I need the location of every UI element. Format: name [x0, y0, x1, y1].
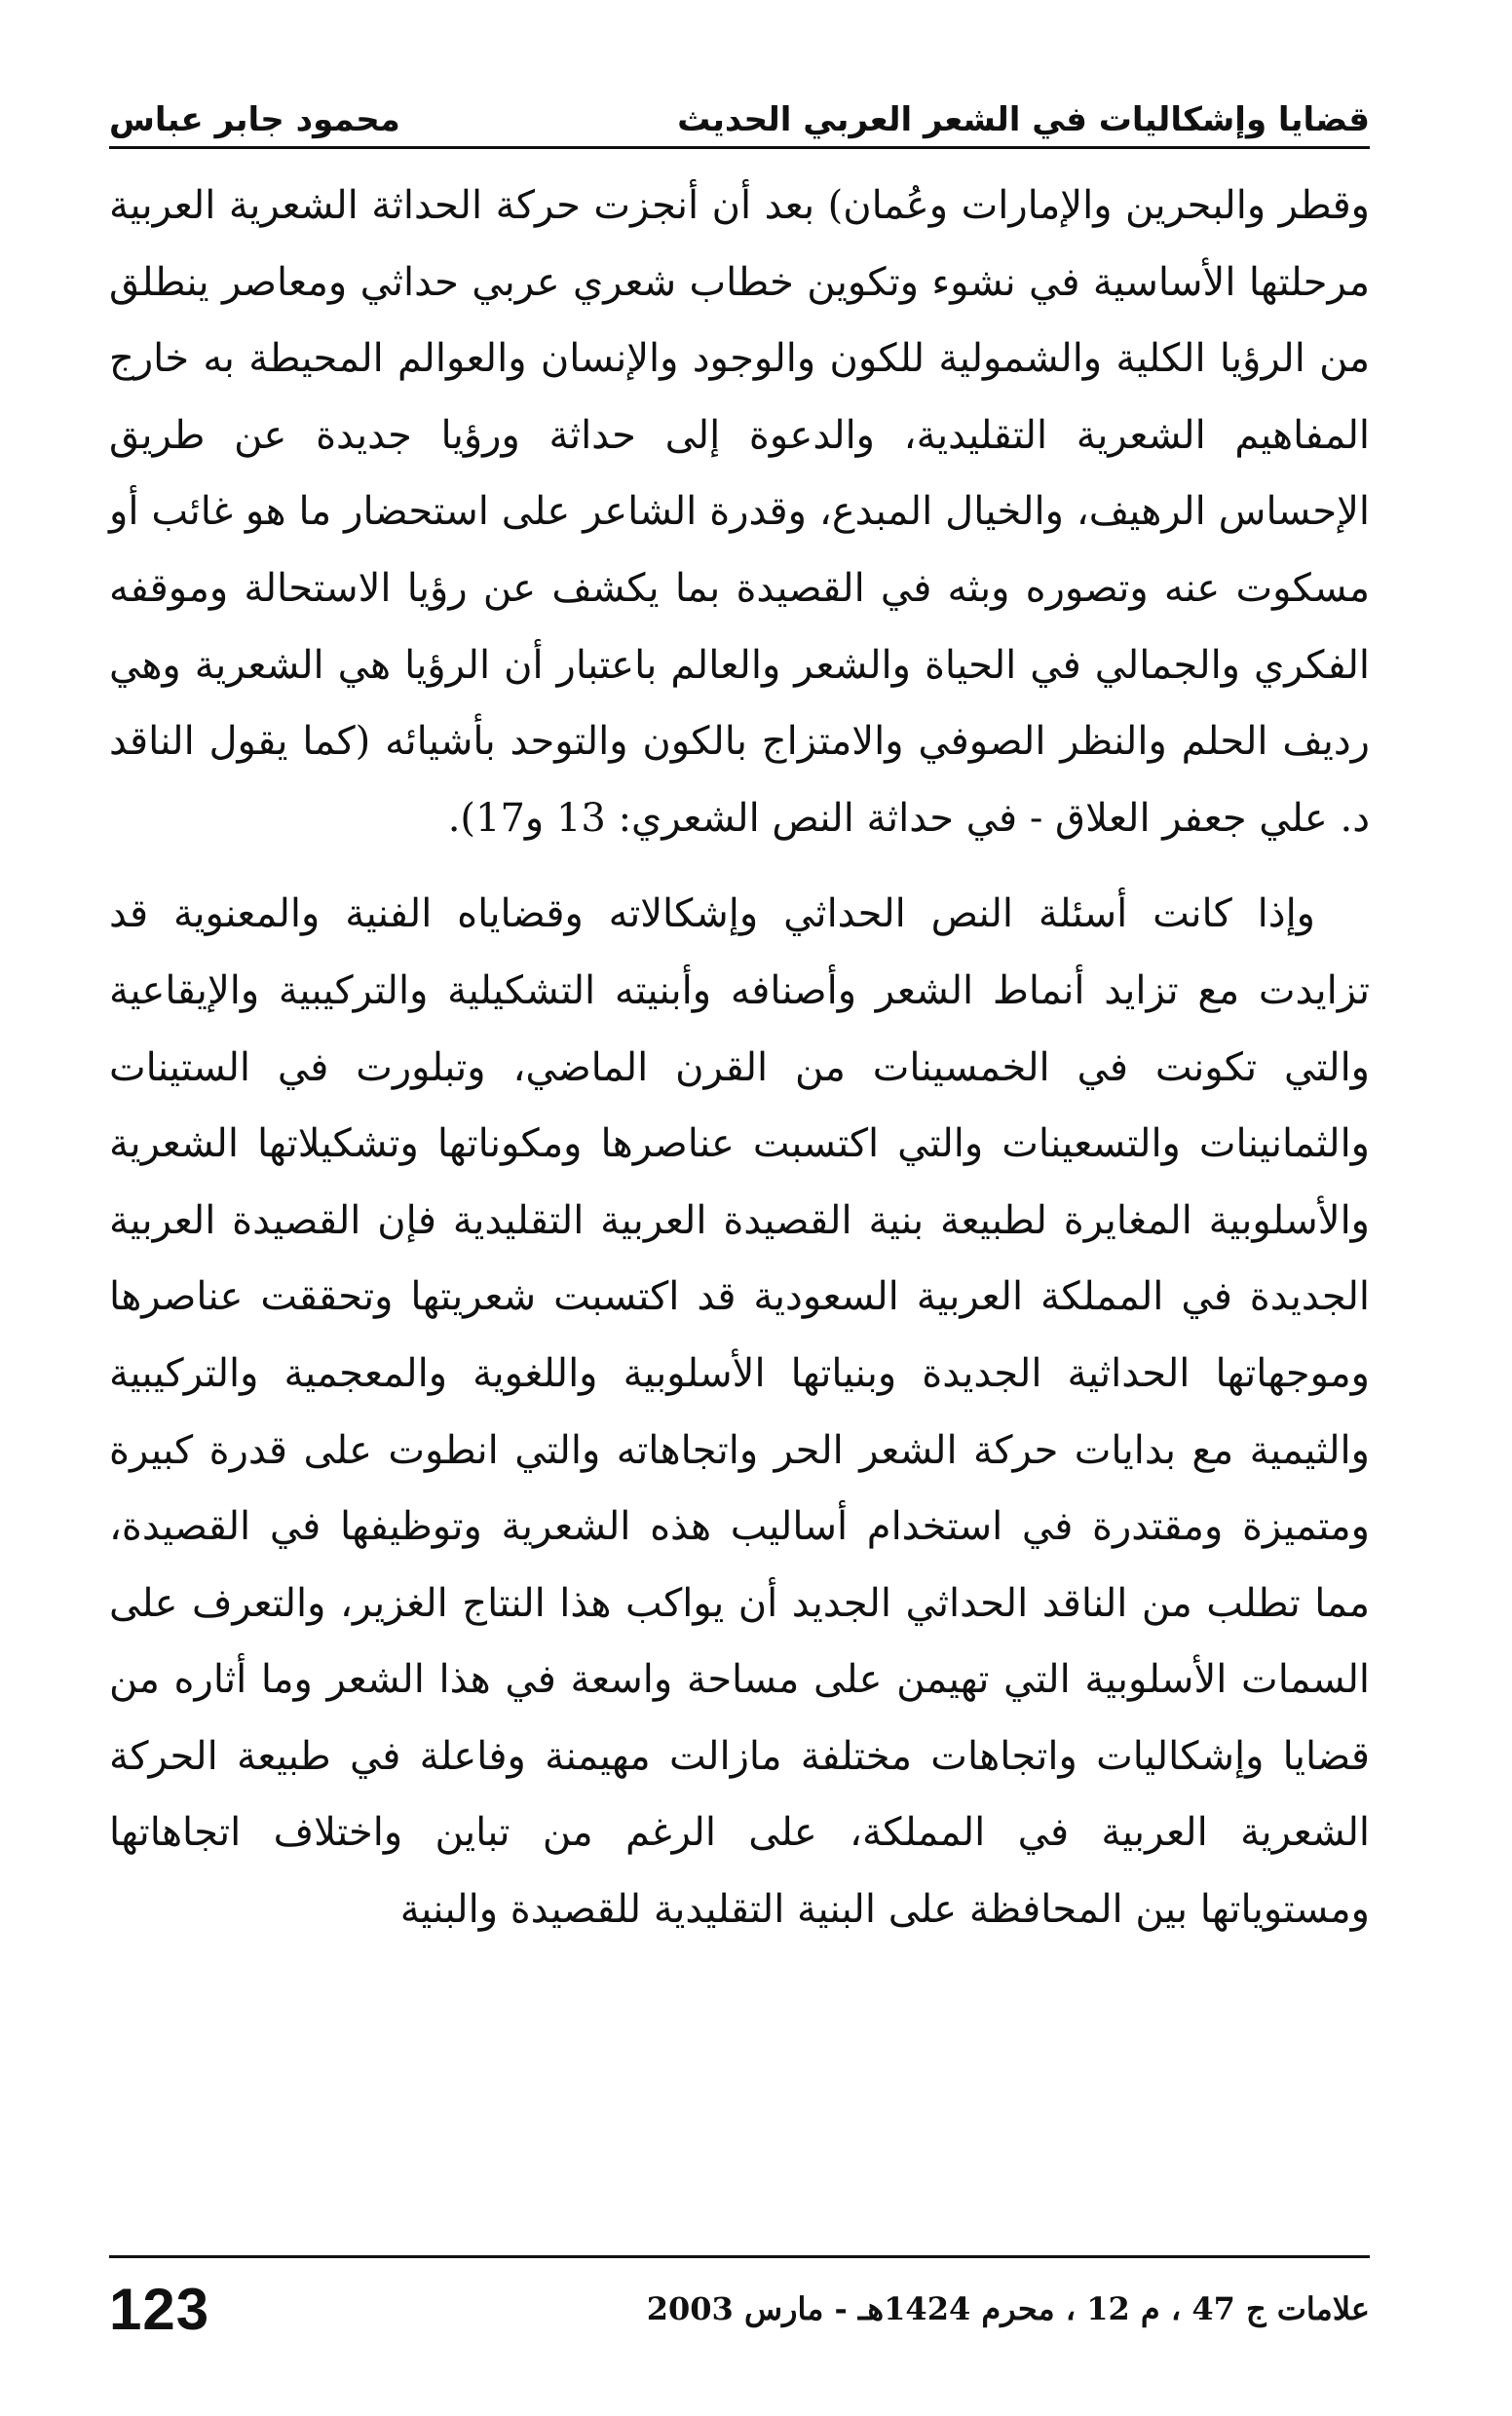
running-head [109, 68, 1370, 139]
paragraph-1: وقطر والبحرين والإمارات وعُمان) بعد أن أنجزت حركة الحداثة الشعرية العربية مرحلتها الأساسية في نشوء وتكوين خطاب شعري عربي حداثي ومعاصر ينطلق من الرؤيا الكلية والشمولية للكون والوجود والإنسان والعوالم المحيطة به خارج المفاهيم الشعرية التقليدية، والدعوة إلى حداثة ورؤيا جديدة عن طريق الإحساس الرهيف، والخيال المبدع، وقدرة الشاعر على استحضار ما هو غائب أو مسكوت عنه وتصوره وبثه في القصيدة بما يكشف عن رؤيا الاستحالة وموقفه الفكري والجمالي في الحياة والشعر والعالم باعتبار أن الرؤيا هي الشعرية وهي رديف الحلم والنظر الصوفي والامتزاج بالكون والتوحد بأشيائه (كما يقول الناقد د. علي جعفر العلاق - في حداثة النص الشعري: 13 و17). [109, 183, 1371, 841]
page-number: 123 [109, 2276, 210, 2342]
running-head-author: محمود جابر عباس [109, 100, 400, 139]
page-footer [109, 2270, 1370, 2348]
article-body [109, 168, 1370, 1948]
paragraph-2: وإذا كانت أسئلة النص الحداثي وإشكالاته وقضاياه الفنية والمعنوية قد تزايدت مع تزايد أنماط الشعر وأصنافه وأبنيته التشكيلية والتركيبية والإيقاعية والتي تكونت في الخمسينات من القرن الماضي، وتبلورت في الستينات والثمانينات والتسعينات والتي اكتسبت عناصرها ومكوناتها وتشكيلاتها الشعرية والأسلوبية المغايرة لطبيعة بنية القصيدة العربية التقليدية فإن القصيدة العربية الجديدة في المملكة العربية السعودية قد اكتسبت شعريتها وتحققت عناصرها وموجهاتها الحداثية الجديدة وبنياتها الأسلوبية واللغوية والمعجمية والتركيبية والثيمية مع بدايات حركة الشعر الحر واتجاهاته والتي انطوت على قدرة كبيرة ومتميزة ومقتدرة في استخدام أساليب هذه الشعرية وتوظيفها في القصيدة، مما تطلب من الناقد الحداثي الجديد أن يواكب هذا النتاج الغزير، والتعرف على السمات الأسلوبية التي تهيمن على مساحة واسعة في هذا الشعر وما أثاره من قضايا وإشكاليات واتجاهات مختلفة مازالت مهيمنة وفاعلة في طبيعة الحركة الشعرية العربية في المملكة، على الرغم من تباين واختلاف اتجاهاتها ومستوياتها بين المحافظة على البنية التقليدية للقصيدة والبنية [109, 891, 1370, 1933]
running-head-title: قضايا وإشكاليات في الشعر العربي الحديث [677, 100, 1370, 139]
header-rule [109, 146, 1370, 149]
footer-rule [109, 2255, 1370, 2258]
issue-info: علامات ج 47 ، م 12 ، محرم 1424هـ - مارس 2003 [646, 2290, 1370, 2327]
